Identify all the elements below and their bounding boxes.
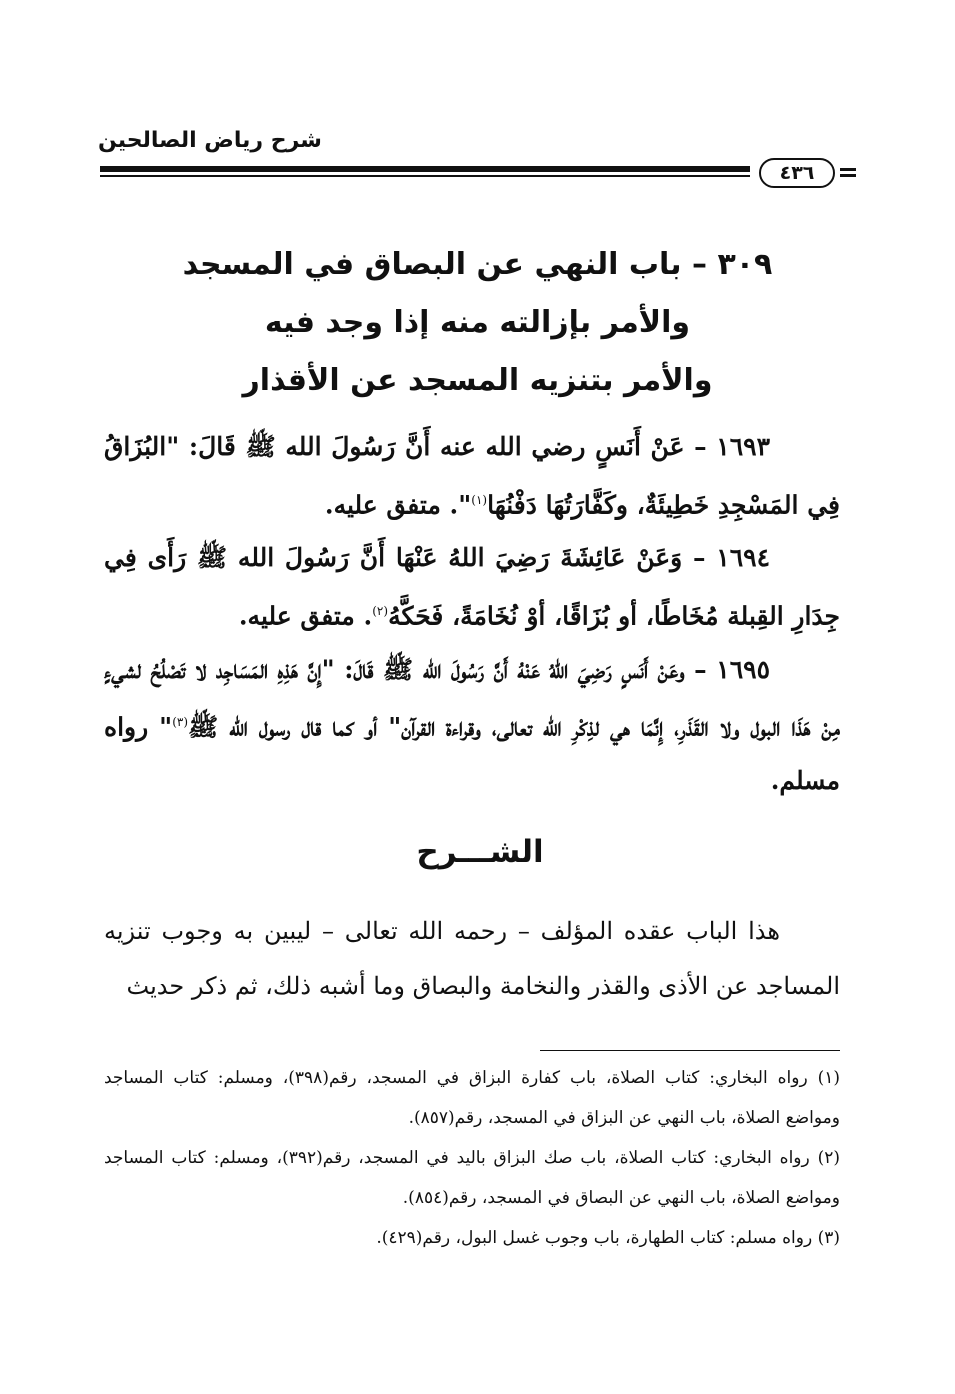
hadith-1693	[104, 420, 840, 531]
footnotes	[104, 1058, 840, 1258]
hadith-text: ١٦٩٣ – عَنْ أَنَسٍ رضي الله عنه أَنَّ رَسُولَ الله ﷺ قَالَ: "البُزَاقُ فِي المَسْجِدِ خَطِيئَةٌ، وكَفَّارَتُهَا دَفْنُهَا	[104, 432, 840, 519]
footnote-marker: (١)	[471, 492, 488, 507]
chapter-heading-line-1: ٣٠٩ – باب النهي عن البصاق في المسجد	[182, 247, 773, 282]
sharh-body	[104, 904, 840, 1014]
running-head-book-title: شرح رياض الصالحين	[98, 128, 322, 153]
hadith-source: ". متفق عليه.	[324, 489, 472, 519]
footnote-2: (٢) رواه البخاري: كتاب الصلاة، باب صك البزاق باليد في المسجد، رقم(٣٩٢)، ومسلم: كتاب المساجد ومواضع الصلاة، باب النهي عن البصاق في المسجد، رقم(٨٥٤).	[104, 1148, 840, 1208]
header-rule-thick	[100, 166, 750, 172]
footnote-separator	[540, 1050, 840, 1051]
chapter-heading	[120, 236, 835, 410]
header-rule	[100, 166, 750, 180]
hadith-list	[104, 420, 840, 807]
hadith-text: ١٦٩٤ – وَعَنْ عَائِشَةَ رَضِيَ اللهُ عَنْهَا أَنَّ رَسُولَ الله ﷺ رَأَى فِي جِدَارِ القِبلة مُخَاطًا، أو بُزَاقًا، أوْ نُخَامَةً، فَحَكَّهُ	[104, 543, 840, 631]
sharh-heading: الشـــرح	[416, 834, 544, 870]
hadith-text: ١٦٩٥ – وعَنْ أَنَسٍ رَضِيَ اللهُ عَنْهُ أَنَّ رَسُولَ الله ﷺ قَالَ: "إِنَّ هَذِهِ المَسَاجِد لا تَصْلُحُ لشيءٍ مِنْ هَذَا البول ولا القَذَرِ، إِنَّمَا هي لذِكْرِ الله تعالى، وقراءة القرآن" أو كما قال رسول الله ﷺ	[104, 654, 841, 742]
hadith-1695	[104, 643, 840, 808]
chapter-heading-line-3: والأمر بتنزيه المسجد عن الأقذار	[242, 363, 713, 398]
hadith-source: . متفق عليه.	[238, 601, 373, 631]
header-rule-thin	[100, 175, 750, 177]
hadith-1694	[104, 531, 840, 642]
footnote-3: (٣) رواه مسلم: كتاب الطهارة، باب وجوب غسل البول، رقم(٤٢٩).	[376, 1228, 840, 1248]
footnote-marker: (٣)	[172, 715, 189, 730]
footnote-1: (١) رواه البخاري: كتاب الصلاة، باب كفارة البزاق في المسجد، رقم(٣٩٨)، ومسلم: كتاب المساجد ومواضع الصلاة، باب النهي عن البزاق في المسجد، رقم(٨٥٧).	[104, 1068, 840, 1128]
page-number: ٤٣٦	[759, 158, 835, 188]
chapter-heading-line-2: والأمر بإزالته منه إذا وجد فيه	[264, 305, 691, 340]
page-number-ornament	[840, 166, 856, 180]
footnote-marker: (٢)	[372, 603, 389, 618]
hadith-source: " رواه مسلم.	[104, 712, 840, 795]
sharh-paragraph: هذا الباب عقده المؤلف – رحمه الله تعالى – ليبين به وجوب تنزيه المساجد عن الأذى والقذر والنخامة والبصاق وما أشبه ذلك، ثم ذكر حديث	[104, 917, 840, 1000]
